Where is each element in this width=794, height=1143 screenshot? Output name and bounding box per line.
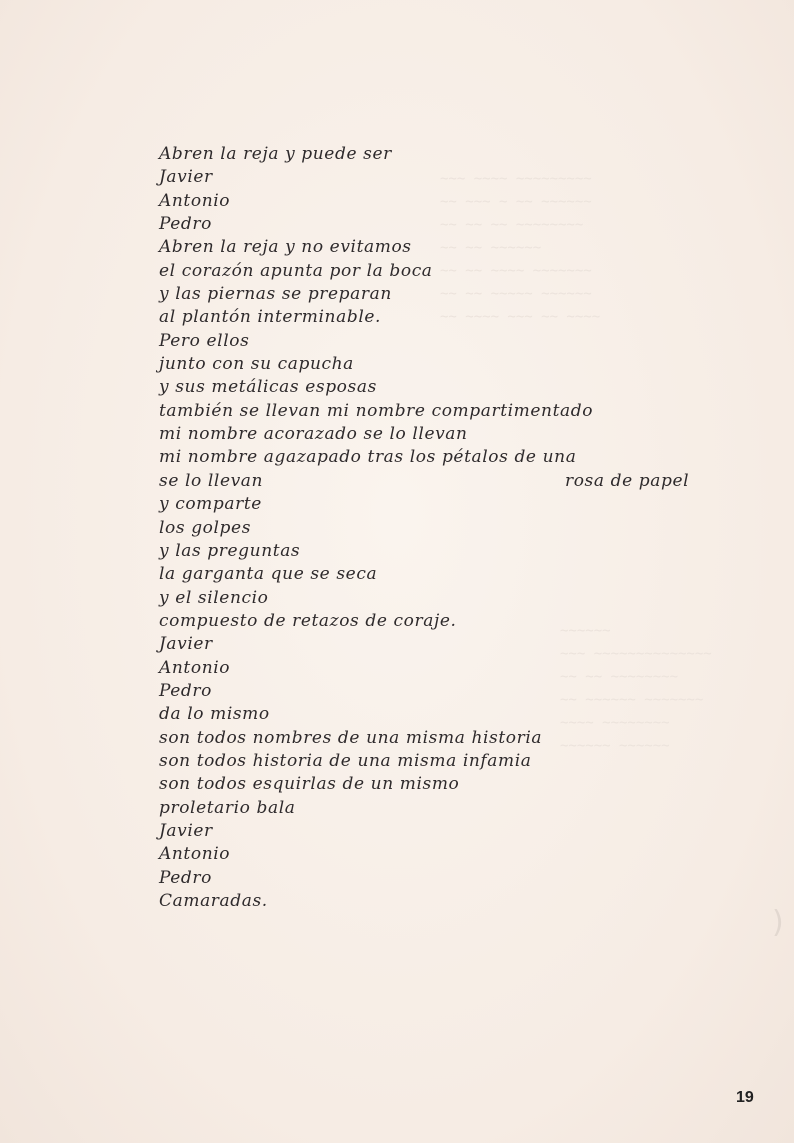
poem-line: mi nombre agazapado tras los pétalos de una bbox=[159, 447, 577, 468]
poem-line: Pedro bbox=[159, 214, 212, 235]
poem-line: son todos esquirlas de un mismo bbox=[159, 774, 460, 795]
poem-line: y las piernas se preparan bbox=[159, 284, 392, 305]
poem-line: Javier bbox=[159, 167, 213, 188]
poem-line: Abren la reja y no evitamos bbox=[159, 237, 412, 258]
poem-line: Pedro bbox=[159, 867, 212, 888]
poem-line: el corazón apunta por la boca bbox=[159, 260, 433, 281]
poem-line: da lo mismo bbox=[159, 704, 270, 725]
show-through-mark: ) bbox=[772, 905, 784, 940]
poem-line: compuesto de retazos de coraje. bbox=[159, 610, 457, 631]
show-through-text-top: ~~~ ~~~~ ~~~~~~~~~ ~~ ~~~ ~ ~~ ~~~~~~ ~~ ~~ ~~ ~~~~~~~~ ~~ ~~ ~~~~~~ ~~ ~~ ~~~~ ~~~~~~~ ~~ ~~ ~~~~~ ~~~~~~ ~~ ~~~~ ~~~ ~~ ~~~~ bbox=[440, 171, 601, 325]
show-through-text-bottom: ~~~~~~ ~~~ ~~~~~~~~~~~~~~ ~~ ~~ ~~~~~~~~ ~~ ~~~~~~ ~~~~~~~ ~~~~ ~~~~~~~~ ~~~~~~ ~~~~~~ bbox=[560, 623, 712, 754]
poem-line: y el silencio bbox=[159, 587, 269, 608]
poem-line: Javier bbox=[159, 634, 213, 655]
poem-line: y las preguntas bbox=[159, 540, 301, 561]
poem-line: junto con su capucha bbox=[159, 354, 354, 375]
poem-line: Antonio bbox=[159, 657, 231, 678]
page-number: 19 bbox=[736, 1089, 754, 1106]
poem-line: Javier bbox=[159, 820, 213, 841]
poem-line: son todos historia de una misma infamia bbox=[159, 750, 532, 771]
poem-line: también se llevan mi nombre compartimentado bbox=[159, 400, 594, 421]
poem-line: mi nombre acorazado se lo llevan bbox=[159, 424, 468, 445]
poem-line: y sus metálicas esposas bbox=[159, 377, 377, 398]
poem-line: y comparte bbox=[159, 494, 262, 515]
poem-line: Pedro bbox=[159, 680, 212, 701]
poem-line: Camaradas. bbox=[159, 891, 268, 911]
poem-line: Abren la reja y puede ser bbox=[159, 144, 392, 164]
poem-line: los golpes bbox=[159, 517, 252, 538]
poem-line: la garganta que se seca bbox=[159, 564, 378, 585]
poem-line: Antonio bbox=[159, 844, 231, 865]
poem-line: Antonio bbox=[159, 190, 231, 211]
poem bbox=[159, 143, 690, 913]
poem-line: proletario bala bbox=[159, 797, 296, 818]
poem-line: al plantón interminable. bbox=[159, 307, 382, 328]
poem-line: son todos nombres de una misma historia bbox=[159, 727, 543, 748]
poem-line-text: se lo llevan bbox=[159, 470, 264, 491]
poem-line: Pero ellos bbox=[159, 330, 250, 351]
poem-aside-text: rosa de papel bbox=[565, 470, 690, 491]
poem-line-with-aside bbox=[159, 470, 690, 493]
